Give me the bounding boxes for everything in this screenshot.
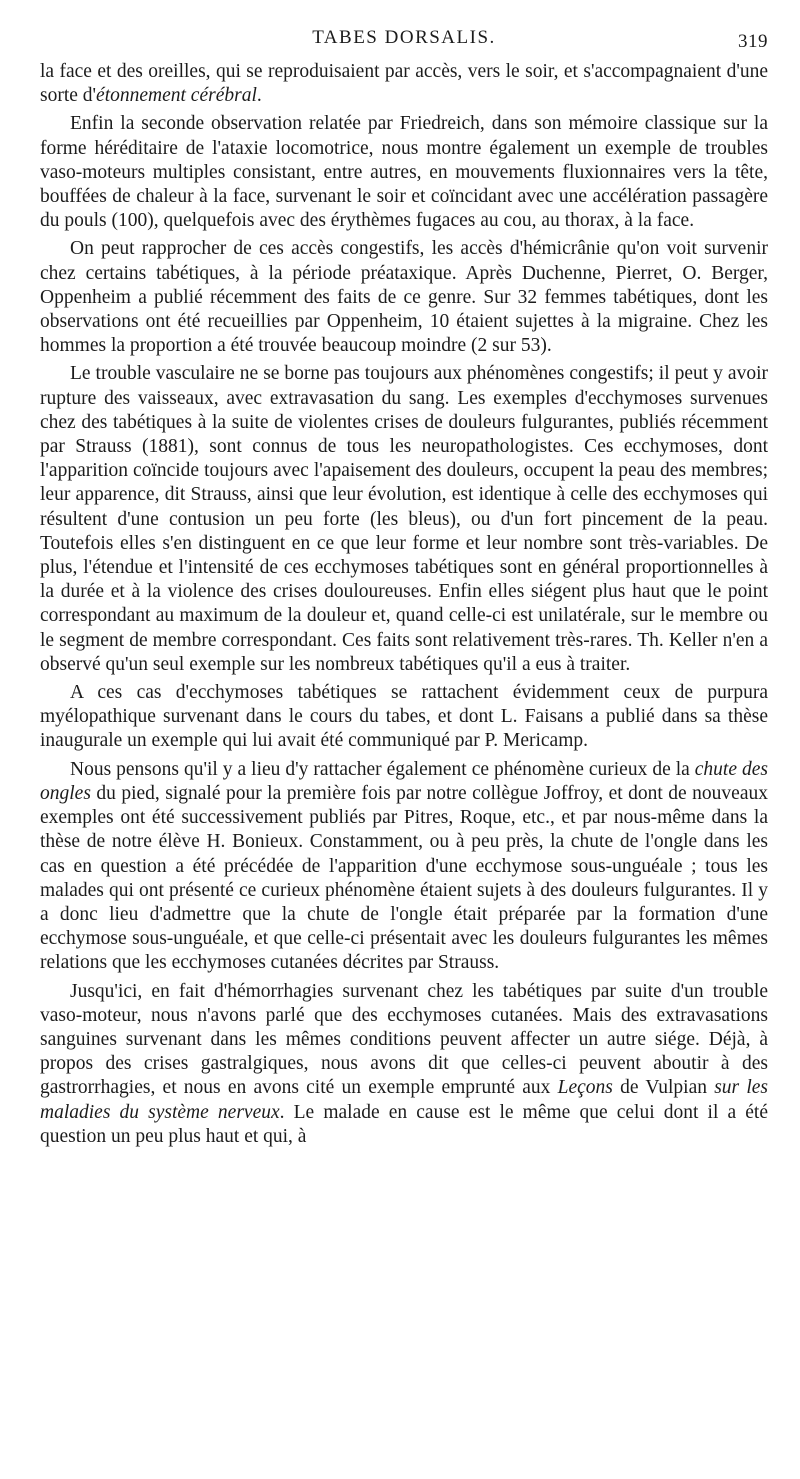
paragraph-6	[40, 758, 768, 976]
page-number: 319	[738, 31, 768, 52]
text-run: Jusqu'ici, en fait d'hémorrhagies survenant chez les tabétiques par suite d'un trouble vaso-moteur, nous n'avons parlé que des ecchymoses cutanées. Mais des extravasations sanguines survenant dans les mêmes conditions peuvent affecter un autre siége. Déjà, à propos des crises gastralgiques, nous avons dit que celles-ci peuvent aboutir à des gastrorrhagies, et nous en avons cité un exemple emprunté aux	[40, 980, 768, 1099]
text-run: du pied, signalé pour la première fois par notre collègue Joffroy, et dont de nouveaux exemples ont été successivement publiés par Pitres, Roque, etc., et par nous-même dans la thèse de notre élève H. Bonieux. Constamment, ou à peu près, la chute de l'ongle dans les cas en question a été précédée de l'apparition d'une ecchymose sous-unguéale ; tous les malades qui ont présenté ce curieux phénomène étaient sujets à des douleurs fulgurantes. Il y a donc lieu d'admettre que la chute de l'ongle était préparée par la formation d'une ecchymose sous-unguéale, et que celle-ci présentait avec les douleurs fulgurantes les mêmes relations que les ecchymoses cutanées décrites par Strauss.	[40, 782, 768, 974]
book-page	[40, 14, 768, 1153]
paragraph-3	[40, 237, 768, 358]
paragraph-4	[40, 362, 768, 677]
text-run: Le trouble vasculaire ne se borne pas toujours aux phénomènes congestifs; il peut y avoir rupture des vaisseaux, avec extravasation du sang. Les exemples d'ecchymoses survenues chez des tabétiques à la suite de violentes crises de douleurs fulgurantes, publiés récemment par Strauss (1881), sont connus de tous les neuropathologistes. Ces ecchymoses, dont l'apparition coïncide toujours avec l'apaisement des douleurs, occupent la peau des membres; leur apparence, dit Strauss, ainsi que leur évolution, est identique à celle des ecchymoses qui résultent d'une contusion un peu forte (les bleus), ou d'un fort pincement de la peau. Toutefois elles s'en distinguent en ce que leur forme et leur nombre sont très-variables. De plus, l'étendue et l'intensité de ces ecchymoses tabétiques sont en général proportionnelles à la durée et à la violence des crises douloureuses. Enfin elles siégent plus haut que le point correspondant au maximum de la douleur et, quand celle-ci est unilatérale, sur le membre ou le segment de membre correspondant. Ces faits sont relativement très-rares. Th. Keller n'en a observé qu'un seul exemple sur les nombreux tabétiques qu'il a eus à traiter.	[40, 363, 768, 675]
text-run: .	[256, 85, 262, 107]
running-title: TABES DORSALIS.	[312, 27, 496, 48]
text-run: de Vulpian	[612, 1077, 715, 1099]
text-run: Nous pensons qu'il y a lieu d'y rattacher également ce phénomène curieux de la	[70, 758, 695, 780]
running-head	[40, 14, 768, 50]
italic-phrase: Leçons	[557, 1077, 613, 1099]
paragraph-5	[40, 681, 768, 754]
text-run: . Le malade en cause est le même que celui dont il a été question un peu plus haut et qui, à	[40, 1101, 768, 1147]
paragraph-1	[40, 60, 768, 108]
text-run: Enfin la seconde observation relatée par Friedreich, dans son mémoire classique sur la forme héréditaire de l'ataxie locomotrice, nous montre également un exemple de troubles vaso-moteurs multiples consistant, entre autres, en mouvements fluxionnaires vers la tête, bouffées de chaleur à la face, survenant le soir et coïncidant avec une accélération passagère du pouls (100), quelquefois avec des érythèmes fugaces au cou, au thorax, à la face.	[40, 113, 768, 232]
italic-phrase: chute des ongles	[40, 758, 768, 804]
text-run: la face et des oreilles, qui se reproduisaient par accès, vers le soir, et s'accompagnaient d'une sorte d'	[40, 61, 768, 107]
body-text	[40, 60, 768, 1149]
paragraph-2	[40, 112, 768, 233]
text-run: On peut rapprocher de ces accès congestifs, les accès d'hémicrânie qu'on voit survenir chez certains tabétiques, à la période préataxique. Après Duchenne, Pierret, O. Berger, Oppenheim a publié récemment des faits de ce genre. Sur 32 femmes tabétiques, dont les observations ont été recueillies par Oppenheim, 10 étaient sujettes à la migraine. Chez les hommes la proportion a été trouvée beaucoup moindre (2 sur 53).	[40, 238, 768, 357]
paragraph-7	[40, 980, 768, 1149]
italic-phrase: sur les maladies du système nerveux	[40, 1077, 768, 1123]
text-run: A ces cas d'ecchymoses tabétiques se rattachent évidemment ceux de purpura myélopathique survenant dans le cours du tabes, et dont L. Faisans a publié dans sa thèse inaugurale un exemple qui lui avait été communiqué par P. Mericamp.	[40, 682, 768, 752]
italic-phrase: étonnement cérébral	[96, 85, 257, 107]
